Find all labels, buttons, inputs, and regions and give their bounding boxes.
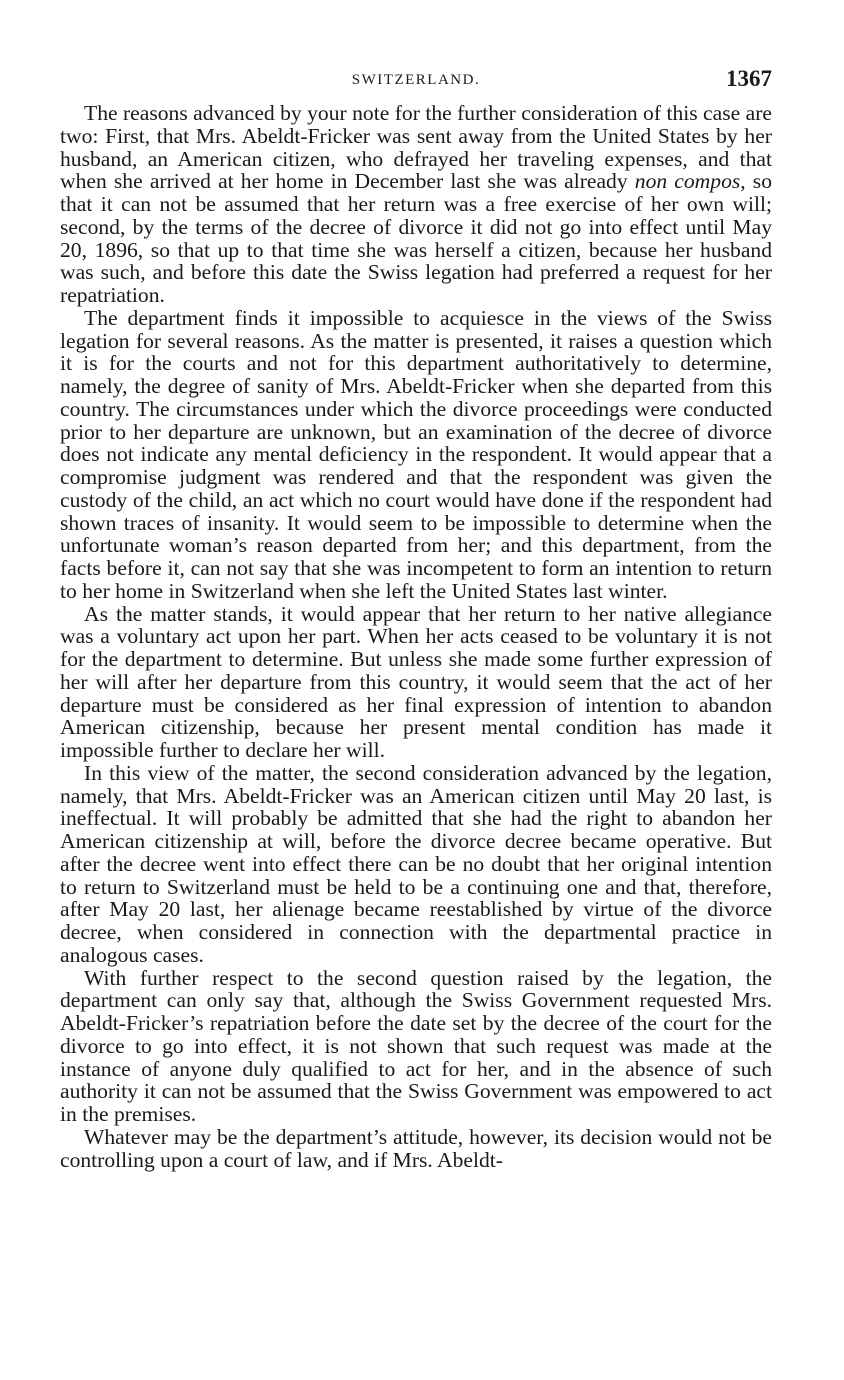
paragraph-text: , so that it can not be assumed that her return was a free exercise of her own will; second, by the terms of the decree of divorce it did not go into effect until May 20, 1896, so that up to that time she was herself a citizen, because her husband was such, and before this date the Swiss legation had preferred a request for her repatriation. [60, 169, 773, 307]
paragraph: With further respect to the second question raised by the legation, the department can only say that, although the Swiss Government requested Mrs. Abeldt-Fricker’s repatriation before the date set by the decree of the court for the divorce to go into effect, it is not shown that such request was made at the instance of anyone duly qualified to act for her, and in the absence of such authority it can not be assumed that the Swiss Government was empowered to act in the premises. [60, 965, 772, 1126]
paragraph: As the matter stands, it would appear that her return to her native allegiance was a voluntary act upon her part. When her acts ceased to be voluntary it is not for the department to determine. But unless she made some further expression of her will after her departure from this country, it would seem that the act of her departure must be considered as her final expression of intention to abandon American citizenship, because her present mental condition has made it impossible further to declare her will. [60, 601, 772, 762]
running-title: SWITZERLAND. [351, 72, 481, 88]
paragraph: In this view of the matter, the second consideration advanced by the legation, namely, that Mrs. Abeldt-Fricker was an American citizen until May 20 last, is ineffectual. It will probably be admitted that she had the right to abandon her American citizenship at will, before the divorce decree became operative. But after the decree went into effect there can be no doubt that her original intention to return to Switzerland must be held to be a continuing one and that, therefore, after May 20 last, her alienage became reestablished by virtue of the divorce decree, when considered in connection with the departmental practice in analogous cases. [60, 760, 772, 967]
document-page [60, 62, 772, 1171]
paragraph: The department finds it impossible to acquiesce in the views of the Swiss legation for several reasons. As the matter is presented, it raises a question which it is for the courts and not for this department authoritatively to determine, namely, the degree of sanity of Mrs. Abeldt-Fricker when she departed from this country. The circumstances under which the divorce proceedings were conducted prior to her departure are unknown, but an examination of the decree of divorce does not indicate any mental deficiency in the respondent. It would appear that a compromise judgment was rendered and that the respondent was given the custody of the child, an act which no court would have done if the respondent had shown traces of insanity. It would seem to be impossible to determine when the unfortunate woman’s reason departed from her; and this department, from the facts before it, can not say that she was incompetent to form an intention to return to her home in Switzerland when she left the United States last winter. [60, 305, 772, 603]
body-text [60, 102, 772, 1171]
paragraph-text: The reasons advanced by your note for the further consideration of this case are two: First, that Mrs. Abeldt-Fricker was sent away from the United States by her husband, an American citizen, who defrayed her traveling expenses, and that when she arrived at her home in December last she was already [60, 101, 772, 194]
running-head [60, 62, 772, 102]
paragraph [60, 102, 772, 307]
page-number: 1367 [726, 66, 772, 91]
italic-phrase: non compos [634, 169, 741, 194]
paragraph: Whatever may be the department’s attitude, however, its decision would not be controlling upon a court of law, and if Mrs. Abeldt- [60, 1124, 772, 1172]
